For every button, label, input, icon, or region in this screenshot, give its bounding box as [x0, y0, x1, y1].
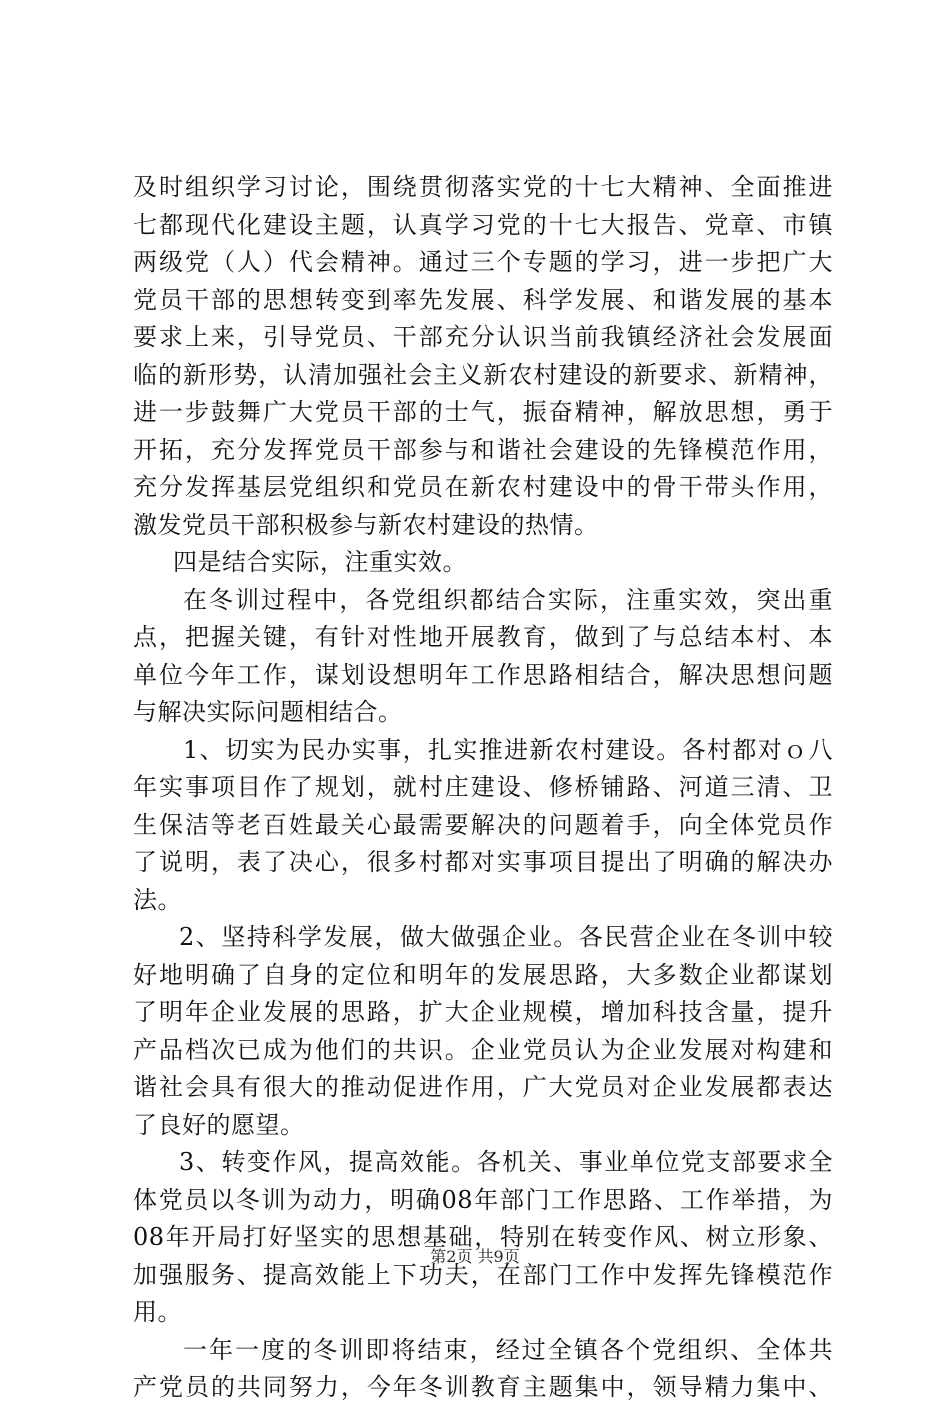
text-line: 在冬训过程中，各党组织都结合实际，注重实效，突出重 [183, 585, 833, 614]
text-line: 与解决实际问题相结合。 [133, 698, 403, 726]
text-line: 要求上来，引导党员、干部充分认识当前我镇经济社会发展面 [133, 323, 833, 351]
text-line: 充分发挥基层党组织和党员在新农村建设中的骨干带头作用， [133, 473, 833, 501]
text-line: 临的新形势，认清加强社会主义新农村建设的新要求、新精神， [133, 360, 833, 389]
text-line: 两级党（人）代会精神。通过三个专题的学习，进一步把广大 [133, 248, 833, 276]
text-line: 七都现代化建设主题，认真学习党的十七大报告、党章、市镇 [133, 210, 833, 239]
text-line: 一年一度的冬训即将结束，经过全镇各个党组织、全体共 [183, 1335, 833, 1364]
body-text [133, 169, 833, 1407]
text-line: 了明年企业发展的思路，扩大企业规模，增加科技含量，提升 [133, 998, 833, 1026]
text-line: 谐社会具有很大的推动促进作用，广大党员对企业发展都表达 [133, 1073, 833, 1101]
text-line: 生保洁等老百姓最关心最需要解决的问题着手，向全体党员作 [133, 810, 833, 839]
text-line: 用。 [133, 1298, 182, 1326]
text-line: 及时组织学习讨论，围绕贯彻落实党的十七大精神、全面推进 [133, 173, 833, 201]
text-line: 加强服务、提高效能上下功夫，在部门工作中发挥先锋模范作 [133, 1260, 833, 1289]
text-line: 3、转变作风，提高效能。各机关、事业单位党支部要求全 [179, 1148, 833, 1176]
text-line: 法。 [133, 885, 182, 914]
text-line: 产品档次已成为他们的共识。企业党员认为企业发展对构建和 [133, 1035, 833, 1064]
page-number-footer: 第2页 共9页 [430, 1247, 520, 1266]
text-line: 了良好的愿望。 [133, 1110, 305, 1139]
section-heading: 四是结合实际，注重实效。 [173, 548, 467, 576]
text-line: 开拓，充分发挥党员干部参与和谐社会建设的先锋模范作用， [133, 435, 833, 464]
text-line: 点，把握关键，有针对性地开展教育，做到了与总结本村、本 [133, 623, 833, 651]
text-line: 年实事项目作了规划，就村庄建设、修桥铺路、河道三清、卫 [133, 773, 833, 801]
text-line: 08年开局打好坚实的思想基础，特别在转变作风、树立形象、 [133, 1223, 833, 1251]
text-line: 体党员以冬训为动力，明确08年部门工作思路、工作举措，为 [133, 1185, 833, 1214]
text-line: 好地明确了自身的定位和明年的发展思路，大多数企业都谋划 [133, 960, 833, 989]
text-line: 1、切实为民办实事，扎实推进新农村建设。各村都对ｏ八 [183, 735, 833, 764]
text-line: 了说明，表了决心，很多村都对实事项目提出了明确的解决办 [133, 848, 833, 876]
text-line: 2、坚持科学发展，做大做强企业。各民营企业在冬训中较 [179, 923, 833, 951]
text-line: 单位今年工作，谋划设想明年工作思路相结合，解决思想问题 [133, 660, 833, 689]
text-line: 进一步鼓舞广大党员干部的士气，振奋精神，解放思想，勇于 [133, 398, 833, 426]
text-line: 产党员的共同努力，今年冬训教育主题集中，领导精力集中、 [133, 1373, 833, 1401]
text-line: 激发党员干部积极参与新农村建设的热情。 [133, 510, 599, 539]
text-line: 党员干部的思想转变到率先发展、科学发展、和谐发展的基本 [133, 285, 833, 314]
